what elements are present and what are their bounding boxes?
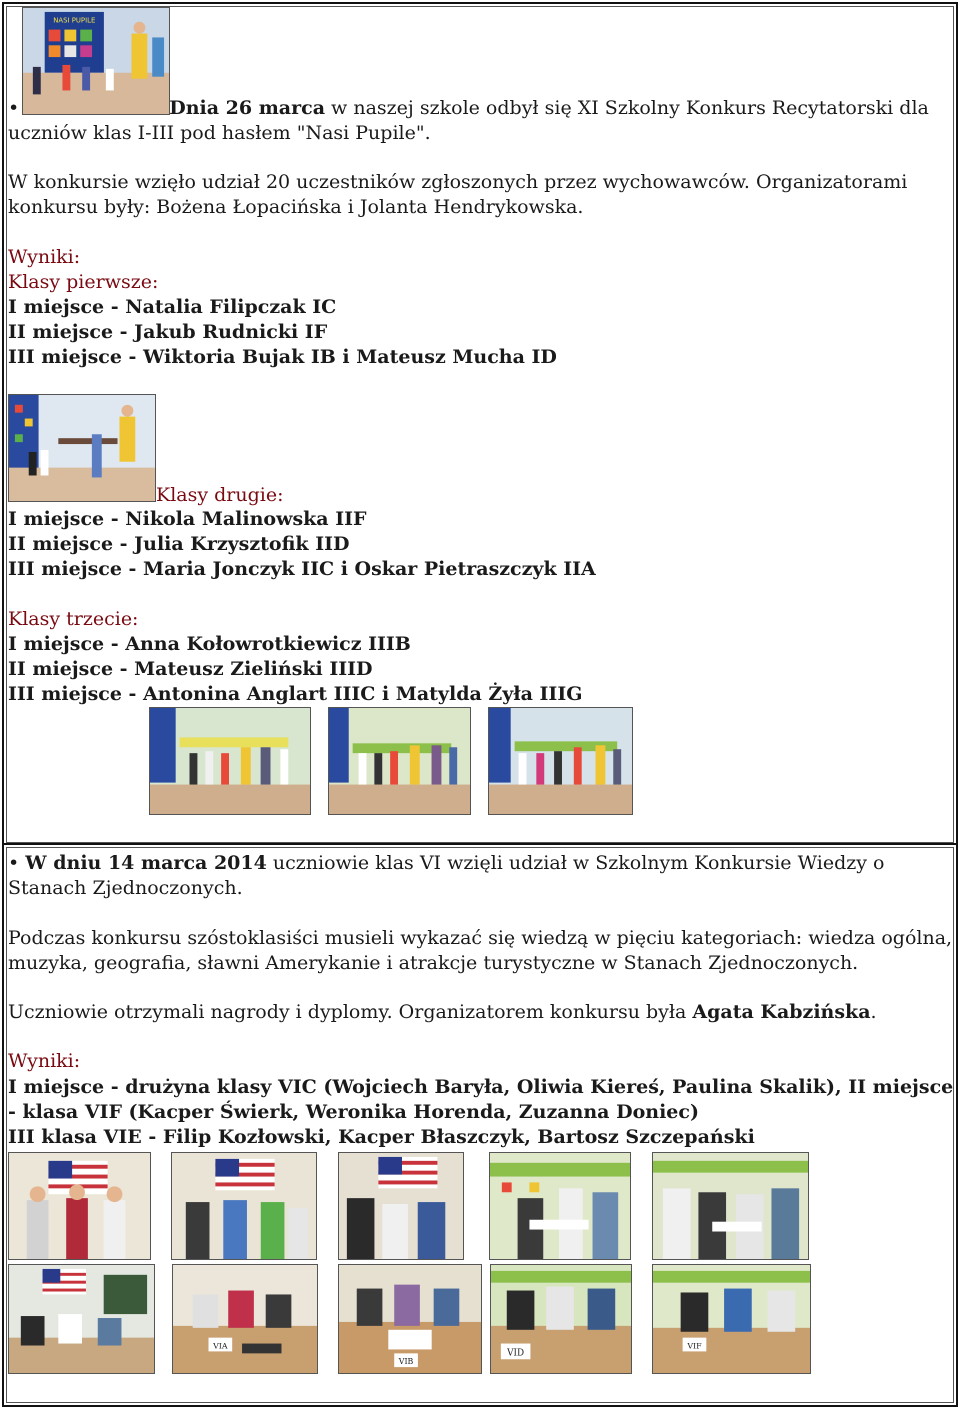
- group-1-heading: Klasy pierwsze:: [8, 271, 159, 293]
- article-2-intro-rest: uczniowie klas VI wzięli udział w Szkolnym Konkursie Wiedzy o: [266, 852, 885, 874]
- article-2-results-heading: Wyniki:: [8, 1050, 81, 1072]
- photo-usa-contest-9: [490, 1264, 632, 1374]
- article-1-results-heading: Wyniki:: [8, 246, 81, 268]
- group-2-place-1: I miejsce - Nikola Malinowska IIF: [8, 508, 367, 530]
- group-3-place-2: II miejsce - Mateusz Zieliński IIID: [8, 658, 373, 680]
- article-1-intro-rest: w naszej szkole odbył się XI Szkolny Konkurs Recytatorski dla: [325, 97, 929, 119]
- article-2-categories-line2: muzyka, geografia, sławni Amerykanie i atrakcje turystyczne w Stanach Zjednoczonych.: [8, 952, 859, 974]
- board-title: NASI PUPILE: [53, 16, 96, 25]
- group-2-place-2: II miejsce - Julia Krzysztofik IID: [8, 533, 350, 555]
- card-label-2: VIB: [398, 1357, 414, 1367]
- bullet: •: [8, 852, 20, 874]
- photo-usa-contest-6: [8, 1264, 155, 1374]
- photo-third-grade-3: [488, 707, 633, 815]
- article-2-result-line-2: - klasa VIF (Kacper Świerk, Weronika Horenda, Zuzanna Doniec): [8, 1101, 699, 1123]
- group-1-place-3: III miejsce - Wiktoria Bujak IB i Mateusz Mucha ID: [8, 346, 557, 368]
- group-2-heading: Klasy drugie:: [156, 484, 284, 506]
- group-1-place-2: II miejsce - Jakub Rudnicki IF: [8, 321, 328, 343]
- card-label-1: VIA: [213, 1341, 228, 1351]
- group-2-place-3: III miejsce - Maria Jonczyk IIC i Oskar Pietraszczyk IIA: [8, 558, 596, 580]
- article-1-date: Dnia 26 marca: [169, 97, 326, 119]
- card-label-4: VIF: [687, 1341, 702, 1351]
- photo-third-grade-1: [149, 707, 311, 815]
- group-3-heading: Klasy trzecie:: [8, 608, 139, 630]
- article-2-result-line-3: III klasa VIE - Filip Kozłowski, Kacper Błaszczyk, Bartosz Szczepański: [8, 1126, 755, 1148]
- photo-usa-contest-5: [652, 1152, 809, 1260]
- group-3-place-1: I miejsce - Anna Kołowrotkiewicz IIIB: [8, 633, 411, 655]
- article-2-result-line-1: I miejsce - drużyna klasy VIC (Wojciech Baryła, Oliwia Kiereś, Paulina Skalik), II miejsce: [8, 1076, 954, 1098]
- article-2-categories-line1: Podczas konkursu szóstoklasiści musieli wykazać się wiedzą w pięciu kategoriach: wiedza ogólna,: [8, 927, 953, 949]
- group-1-place-1: I miejsce - Natalia Filipczak IC: [8, 296, 337, 318]
- article-2-intro-line2: Stanach Zjednoczonych.: [8, 877, 243, 899]
- photo-usa-contest-4: [489, 1152, 631, 1260]
- photo-usa-contest-1: [8, 1152, 151, 1260]
- article-2-prizes-line: [8, 1000, 877, 1025]
- photo-third-grade-2: [328, 707, 471, 815]
- article-2-intro-line1: [8, 851, 885, 876]
- prizes-text: Uczniowie otrzymali nagrody i dyplomy. Organizatorem konkursu była: [8, 1001, 693, 1023]
- article-1-participants-line1: W konkursie wzięło udział 20 uczestników zgłoszonych przez wychowawców. Organizatorami: [8, 171, 908, 193]
- photo-usa-contest-2: [171, 1152, 317, 1260]
- article-1-intro-line2: uczniów klas I-III pod hasłem "Nasi Pupile".: [8, 122, 431, 144]
- group-3-place-3: III miejsce - Antonina Anglart IIIC i Matylda Żyła IIIG: [8, 683, 583, 705]
- card-label-3: VID: [507, 1348, 525, 1359]
- photo-second-grade: [8, 394, 156, 502]
- article-1-participants-line2: konkursu były: Bożena Łopacińska i Jolanta Hendrykowska.: [8, 196, 584, 218]
- prizes-end: .: [870, 1001, 877, 1023]
- photo-usa-contest-10: [652, 1264, 811, 1374]
- photo-usa-contest-3: [338, 1152, 464, 1260]
- organizer-name: Agata Kabzińska: [692, 1001, 871, 1023]
- article-1-intro-line1: [8, 96, 929, 121]
- photo-usa-contest-8: [338, 1264, 482, 1374]
- article-2-date: W dniu 14 marca 2014: [25, 852, 267, 874]
- bullet: •: [8, 97, 20, 119]
- photo-usa-contest-7: [172, 1264, 318, 1374]
